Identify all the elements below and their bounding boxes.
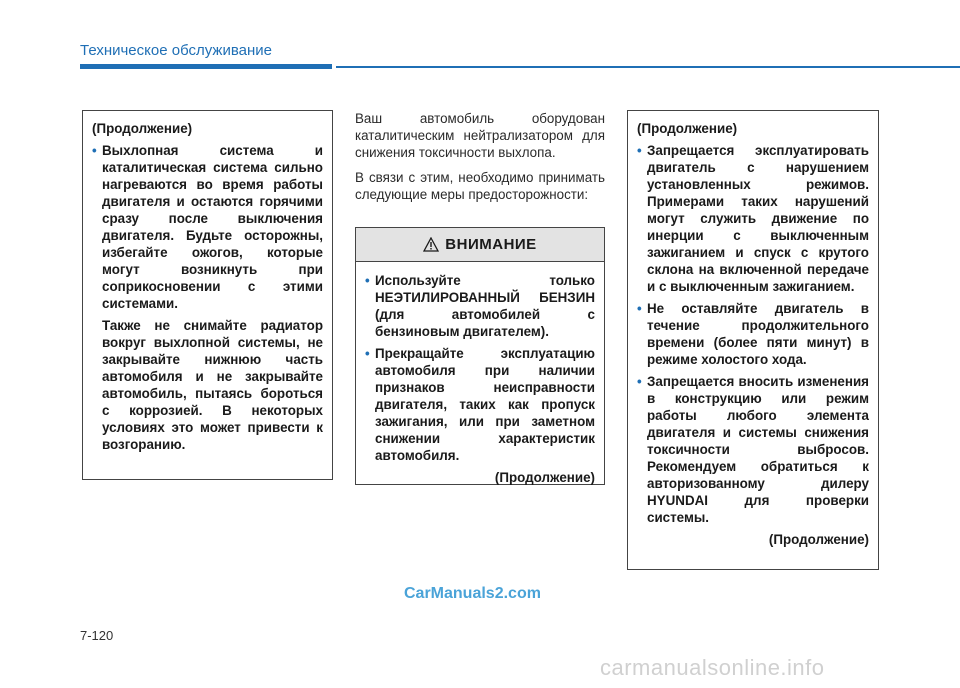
bullet-icon: • — [365, 273, 370, 288]
bullet-text: Используйте только НЕЭТИЛИРОВАННЫЙ БЕНЗИН (для автомобилей с бензиновым двигателем). — [375, 273, 595, 339]
list-item — [637, 142, 869, 295]
continued-box-right — [627, 110, 879, 570]
bullet-icon: • — [92, 143, 97, 158]
bullet-text: Прекращайте эксплуатацию автомобиля при наличии признаков неисправности двигателя, таких как пропуск зажигания, или при заметном снижении характеристик автомобиля. — [375, 346, 595, 463]
warning-heading: ВНИМАНИЕ — [445, 236, 537, 253]
bullet-icon: • — [637, 301, 642, 316]
bullet-text: Запрещается эксплуатировать двигатель с нарушением установленных режимов. Примерами таких нарушений могут служить движение по инерции с выключенным зажиганием и спуск с крутого склона на включенной передаче и с выключенным зажиганием. — [647, 143, 869, 294]
continued-label: (Продолжение) — [494, 470, 595, 485]
header-rule-thick — [80, 64, 332, 69]
watermark-text: carmanualsonline.info — [600, 655, 825, 680]
intro-paragraph-1: Ваш автомобиль оборудован каталитическим нейтрализатором для снижения токсичности выхлопа. — [355, 111, 605, 160]
list-item — [637, 373, 869, 526]
bullet-icon: • — [637, 143, 642, 158]
continued-box-left — [82, 110, 333, 480]
intro-text — [355, 110, 605, 211]
continued-label: (Продолжение) — [768, 532, 869, 547]
list-item — [637, 300, 869, 368]
section-title: Техническое обслуживание — [80, 42, 272, 59]
bullet-text: Выхлопная система и каталитическая система сильно нагреваются во время работы двигателя и остаются горячими сразу после выключения двигателя. Будьте осторожны, избегайте ожогов, которые могут возникнуть при соприкосновении с этими системами. — [102, 143, 323, 311]
bullet-text: Не оставляйте двигатель в течение продолжительного времени (более пяти минут) в режиме холостого хода. — [647, 301, 869, 367]
bullet-text: Запрещается вносить изменения в конструкцию или режим работы любого элемента двигателя и системы снижения токсичности выбросов. Рекомендуем обратиться к авторизованному дилеру HYUNDAI для проверки системы. — [647, 374, 869, 525]
warning-box — [355, 227, 605, 485]
paragraph: Также не снимайте радиатор вокруг выхлопной системы, не закрывайте нижнюю часть автомобиля и не закрывайте автомобиль, пытаясь бороться с коррозией. В некоторых условиях это может привести к возгоранию. — [102, 318, 323, 452]
intro-paragraph-2: В связи с этим, необходимо принимать следующие меры предосторожности: — [355, 170, 605, 202]
header-rule-thin — [336, 66, 960, 68]
watermark-link[interactable]: CarManuals2.com — [404, 585, 541, 602]
continued-title: (Продолжение) — [92, 121, 193, 136]
list-item — [365, 272, 595, 340]
page-number: 7-120 — [80, 628, 114, 643]
warning-triangle-icon — [423, 237, 439, 252]
warning-header — [356, 228, 604, 262]
continued-title: (Продолжение) — [637, 121, 738, 136]
bullet-icon: • — [365, 346, 370, 361]
list-item — [92, 142, 323, 312]
list-item — [365, 345, 595, 464]
warning-body — [356, 262, 604, 486]
bullet-icon: • — [637, 374, 642, 389]
